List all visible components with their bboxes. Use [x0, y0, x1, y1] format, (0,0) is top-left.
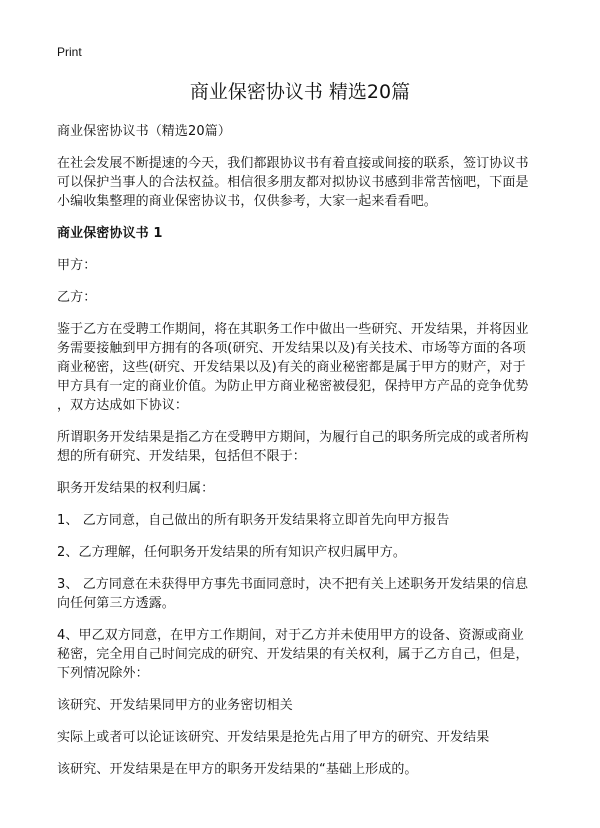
party-a-line: [57, 256, 547, 275]
text-line: 该研究、开发结果同甲方的业务密切相关: [57, 698, 293, 713]
text-line: 1、 乙方同意，自己做出的所有职务开发结果将立即首先向甲方报告: [57, 513, 450, 528]
document-title: 商业保密协议书 精选20篇: [189, 81, 411, 103]
document-body: [57, 122, 547, 792]
exception-1: [57, 696, 547, 715]
text-line: 向任何第三方透露。: [57, 596, 175, 611]
text-line: 务需要接触到甲方拥有的各项(研究、开发结果以及)有关技术、市场等方面的各项: [57, 341, 526, 356]
text-line: 小编收集整理的商业保密协议书，仅供参考，大家一起来看看吧。: [57, 194, 437, 209]
clause-3: [57, 575, 547, 613]
text-line: 实际上或者可以论证该研究、开发结果是抢先占用了甲方的研究、开发结果: [57, 730, 490, 745]
text-line: 鉴于乙方在受聘工作期间，将在其职务工作中做出一些研究、开发结果，并将因业: [57, 322, 529, 337]
clause-2: [57, 543, 547, 562]
text-line: 3、 乙方同意在未获得甲方事先书面同意时，决不把有关上述职务开发结果的信息: [57, 577, 529, 592]
ownership-heading: [57, 479, 547, 498]
print-label: Print: [57, 45, 82, 59]
subtitle-paragraph: [57, 122, 547, 141]
text-line: 商业保密协议书 1: [57, 226, 163, 241]
section-heading: [57, 224, 547, 243]
intro-paragraph: [57, 154, 547, 211]
text-line: 乙方：: [57, 290, 97, 305]
text-line: 职务开发结果的权利归属：: [57, 481, 215, 496]
text-line: 在社会发展不断提速的今天，我们都跟协议书有着直接或间接的联系，签订协议书: [57, 156, 529, 171]
text-line: 4、甲乙双方同意，在甲方工作期间，对于乙方并未使用甲方的设备、资源或商业: [57, 628, 524, 643]
text-line: 可以保护当事人的合法权益。相信很多朋友都对拟协议书感到非常苦恼吧，下面是: [57, 175, 529, 190]
text-line: 秘密，完全用自己时间完成的研究、开发结果的有关权利，属于乙方自己，但是，: [57, 647, 529, 662]
text-line: ，双方达成如下协议：: [57, 398, 189, 413]
definition-paragraph: [57, 428, 547, 466]
clause-4: [57, 626, 547, 683]
text-line: 甲方具有一定的商业价值。为防止甲方商业秘密被侵犯，保持甲方产品的竞争优势: [57, 379, 529, 394]
text-line: 所谓职务开发结果是指乙方在受聘甲方期间，为履行自己的职务所完成的或者所构: [57, 430, 529, 445]
exception-3: [57, 760, 547, 779]
clause-1: [57, 511, 547, 530]
text-line: 商业秘密，这些(研究、开发结果以及)有关的商业秘密都是属于甲方的财产，对于: [57, 360, 526, 375]
text-line: 该研究、开发结果是在甲方的职务开发结果的“基础上形成的。: [57, 762, 418, 777]
text-line: 商业保密协议书（精选20篇）: [57, 124, 231, 139]
text-line: 下列情况除外：: [57, 666, 149, 681]
party-b-line: [57, 288, 547, 307]
text-line: 甲方：: [57, 258, 97, 273]
exception-2: [57, 728, 547, 747]
text-line: 2、乙方理解，任何职务开发结果的所有知识产权归属甲方。: [57, 545, 406, 560]
preamble-paragraph: [57, 320, 547, 415]
text-line: 想的所有研究、开发结果，包括但不限于：: [57, 449, 306, 464]
